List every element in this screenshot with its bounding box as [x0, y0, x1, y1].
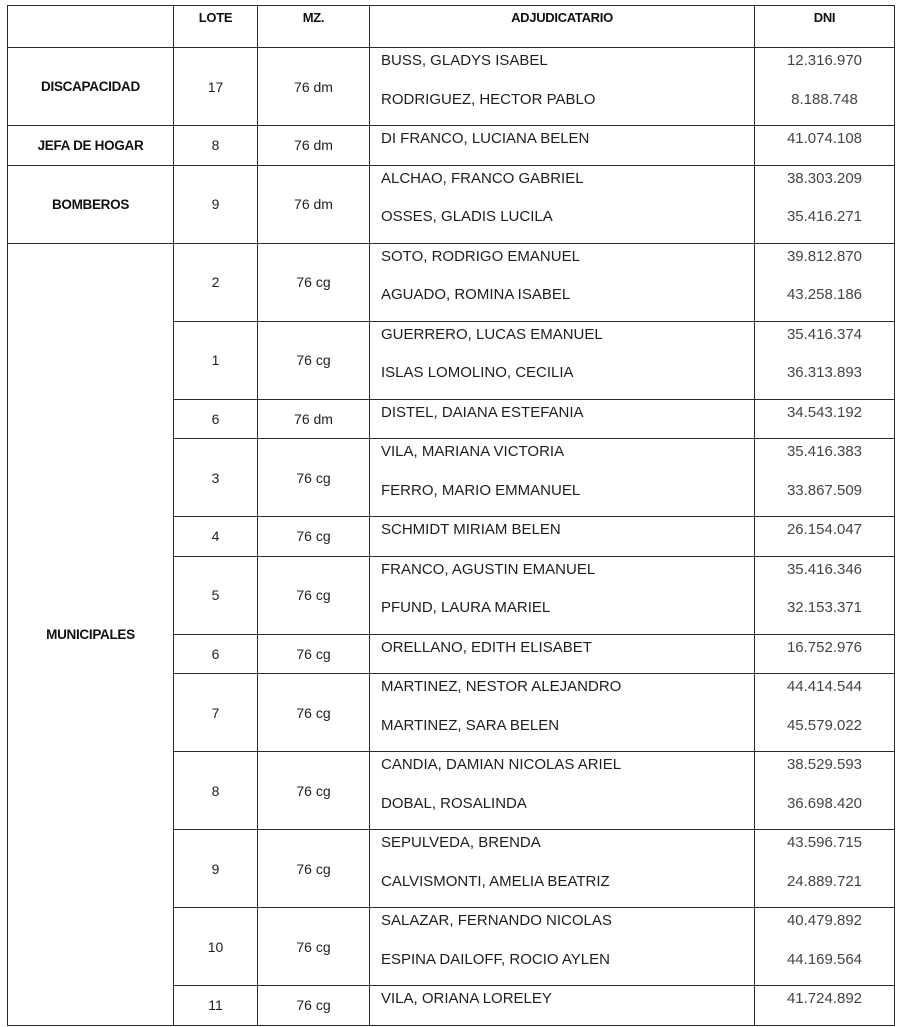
dni-value: 34.543.192: [786, 403, 863, 421]
mz-cell: 76 cg: [258, 830, 370, 908]
adjudicatario-cell: [370, 126, 755, 166]
adjudicatario-name: VILA, ORIANA LORELEY: [381, 990, 552, 1007]
dni-value: 24.889.721: [786, 872, 863, 890]
lote-cell: 10: [174, 908, 258, 986]
lote-cell: 1: [174, 321, 258, 399]
adjudicatario-name: PFUND, LAURA MARIEL: [381, 599, 551, 616]
adjudicatario-name: MARTINEZ, NESTOR ALEJANDRO: [381, 678, 622, 695]
lote-cell: 8: [174, 126, 258, 166]
header-dni: DNI: [755, 6, 895, 48]
dni-value: 43.258.186: [786, 286, 863, 303]
adjudicatario-name: RODRIGUEZ, HECTOR PABLO: [381, 90, 596, 108]
adjudicatario-name: GUERRERO, LUCAS EMANUEL: [381, 325, 603, 343]
dni-value: 35.416.271: [786, 208, 863, 225]
dni-cell: [755, 399, 895, 439]
adjudicatario-name: ORELLANO, EDITH ELISABET: [381, 638, 592, 656]
dni-value: 35.416.374: [786, 325, 863, 343]
dni-cell: [755, 517, 895, 557]
dni-value: 26.154.047: [786, 521, 863, 538]
dni-value: 45.579.022: [786, 716, 863, 734]
mz-cell: 76 dm: [258, 48, 370, 126]
dni-value: 39.812.870: [786, 247, 863, 265]
adjudicatario-cell: [370, 634, 755, 674]
mz-cell: 76 cg: [258, 439, 370, 517]
adjudicatario-name: OSSES, GLADIS LUCILA: [381, 208, 553, 225]
table-row: [8, 243, 895, 321]
adjudicatario-name: BUSS, GLADYS ISABEL: [381, 52, 548, 69]
category-cell: DISCAPACIDAD: [8, 48, 174, 126]
dni-cell: [755, 321, 895, 399]
dni-value: 41.074.108: [786, 130, 863, 147]
dni-cell: [755, 986, 895, 1026]
dni-value: 43.596.715: [786, 834, 863, 851]
lote-cell: 3: [174, 439, 258, 517]
adjudicatario-cell: [370, 439, 755, 517]
dni-value: 38.303.209: [786, 169, 863, 187]
table-body: [8, 48, 895, 1026]
adjudicatario-cell: [370, 830, 755, 908]
lote-cell: 4: [174, 517, 258, 557]
dni-cell: [755, 439, 895, 517]
header-adjudicatario: ADJUDICATARIO: [370, 6, 755, 48]
dni-cell: [755, 126, 895, 166]
dni-cell: [755, 165, 895, 243]
table-row: [8, 165, 895, 243]
adjudicatario-name: ISLAS LOMOLINO, CECILIA: [381, 364, 574, 381]
adjudicatario-name: SCHMIDT MIRIAM BELEN: [381, 521, 561, 538]
adjudicatario-name: CALVISMONTI, AMELIA BEATRIZ: [381, 872, 610, 890]
dni-value: 41.724.892: [786, 990, 863, 1007]
lote-cell: 2: [174, 243, 258, 321]
dni-value: 16.752.976: [786, 638, 863, 656]
adjudicatario-name: SEPULVEDA, BRENDA: [381, 834, 541, 851]
adjudicatario-name: VILA, MARIANA VICTORIA: [381, 443, 565, 460]
adjudicatario-name: SOTO, RODRIGO EMANUEL: [381, 247, 580, 265]
adjudicatario-cell: [370, 674, 755, 752]
adjudicatario-name: SALAZAR, FERNANDO NICOLAS: [381, 912, 612, 929]
dni-cell: [755, 48, 895, 126]
dni-value: 33.867.509: [786, 481, 863, 499]
adjudicatario-name: AGUADO, ROMINA ISABEL: [381, 286, 571, 303]
lote-cell: 9: [174, 830, 258, 908]
dni-value: 36.698.420: [786, 794, 863, 812]
mz-cell: 76 cg: [258, 674, 370, 752]
adjudicatario-cell: [370, 986, 755, 1026]
dni-cell: [755, 908, 895, 986]
dni-value: 35.416.383: [786, 443, 863, 460]
mz-cell: 76 cg: [258, 986, 370, 1026]
adjudicatario-cell: [370, 243, 755, 321]
adjudicatarios-table: [7, 5, 895, 1026]
category-cell: BOMBEROS: [8, 165, 174, 243]
header-category: [8, 6, 174, 48]
header-mz: MZ.: [258, 6, 370, 48]
mz-cell: 76 cg: [258, 517, 370, 557]
dni-cell: [755, 752, 895, 830]
dni-value: 8.188.748: [791, 90, 858, 108]
adjudicatario-cell: [370, 752, 755, 830]
adjudicatario-name: DISTEL, DAIANA ESTEFANIA: [381, 403, 584, 421]
lote-cell: 8: [174, 752, 258, 830]
table-row: [8, 48, 895, 126]
category-cell: MUNICIPALES: [8, 243, 174, 1025]
dni-cell: [755, 556, 895, 634]
table-row: [8, 126, 895, 166]
dni-value: 36.313.893: [786, 364, 863, 381]
dni-value: 35.416.346: [786, 560, 863, 578]
dni-value: 12.316.970: [786, 52, 863, 69]
mz-cell: 76 cg: [258, 634, 370, 674]
lote-cell: 11: [174, 986, 258, 1026]
adjudicatario-cell: [370, 908, 755, 986]
adjudicatario-name: DOBAL, ROSALINDA: [381, 794, 527, 812]
dni-cell: [755, 243, 895, 321]
lote-cell: 6: [174, 634, 258, 674]
mz-cell: 76 cg: [258, 321, 370, 399]
adjudicatario-name: FRANCO, AGUSTIN EMANUEL: [381, 560, 596, 578]
mz-cell: 76 cg: [258, 243, 370, 321]
adjudicatario-cell: [370, 321, 755, 399]
mz-cell: 76 cg: [258, 908, 370, 986]
adjudicatario-name: MARTINEZ, SARA BELEN: [381, 716, 560, 734]
mz-cell: 76 cg: [258, 752, 370, 830]
dni-value: 32.153.371: [786, 599, 863, 616]
lote-cell: 17: [174, 48, 258, 126]
adjudicatario-name: FERRO, MARIO EMMANUEL: [381, 481, 581, 499]
lote-cell: 7: [174, 674, 258, 752]
mz-cell: 76 cg: [258, 556, 370, 634]
dni-cell: [755, 830, 895, 908]
adjudicatario-cell: [370, 165, 755, 243]
dni-value: 38.529.593: [786, 756, 863, 773]
header-row: [8, 6, 895, 48]
mz-cell: 76 dm: [258, 399, 370, 439]
adjudicatario-name: ALCHAO, FRANCO GABRIEL: [381, 169, 584, 187]
dni-value: 40.479.892: [786, 912, 863, 929]
adjudicatario-name: DI FRANCO, LUCIANA BELEN: [381, 130, 590, 147]
adjudicatario-name: CANDIA, DAMIAN NICOLAS ARIEL: [381, 756, 622, 773]
lote-cell: 6: [174, 399, 258, 439]
dni-value: 44.414.544: [786, 678, 863, 695]
adjudicatario-cell: [370, 48, 755, 126]
dni-cell: [755, 634, 895, 674]
header-lote: LOTE: [174, 6, 258, 48]
adjudicatario-cell: [370, 517, 755, 557]
lote-cell: 5: [174, 556, 258, 634]
dni-value: 44.169.564: [786, 950, 863, 968]
adjudicatario-name: ESPINA DAILOFF, ROCIO AYLEN: [381, 950, 610, 968]
adjudicatario-cell: [370, 556, 755, 634]
lote-cell: 9: [174, 165, 258, 243]
dni-cell: [755, 674, 895, 752]
mz-cell: 76 dm: [258, 126, 370, 166]
mz-cell: 76 dm: [258, 165, 370, 243]
adjudicatario-cell: [370, 399, 755, 439]
category-cell: JEFA DE HOGAR: [8, 126, 174, 166]
